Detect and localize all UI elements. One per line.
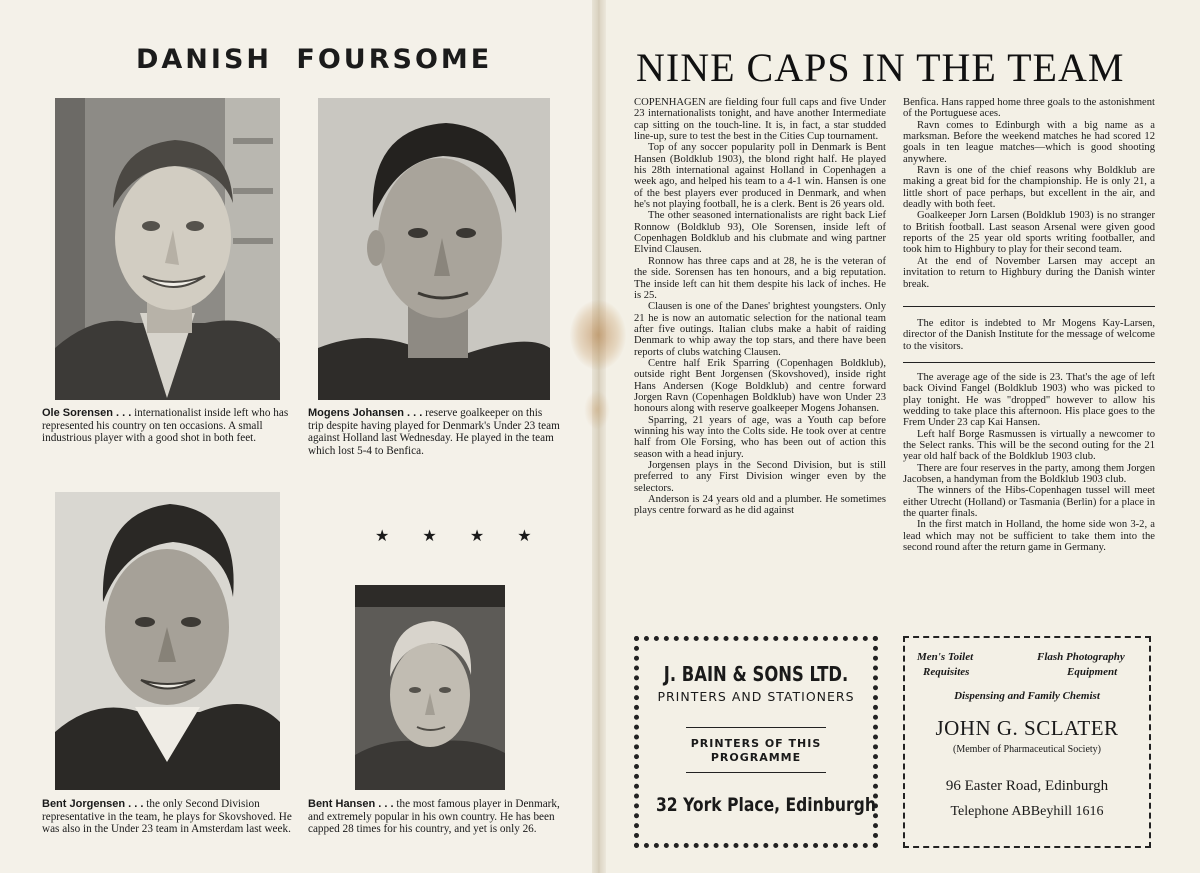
caption-bent-hansen xyxy=(308,798,562,836)
advert-chemist-address: 96 Easter Road, Edinburgh xyxy=(945,778,1109,794)
advert-subtitle: PRINTERS AND STATIONERS xyxy=(657,689,855,704)
caption-name: Mogens Johansen . . . xyxy=(308,407,423,419)
article-paragraph: Top of any soccer popularity poll in Denmark is Bent Hansen (Boldklub 1903), the blond right half. He played his 28th international against Holland in Copenhagen a week ago, and helped his team to a 4-1 win. Hansen is one of the best players ever produced in Denmark, and when he's not playing football, he is a clerk. Bent is 26 years old. xyxy=(634,142,886,211)
article-paragraph: The average age of the side is 23. That's the age of left back Oivind Fangel (Boldklub 1903) who was picked to play tonight. He was "dropped" however to allow his wedding to take place this afternoon. His place goes to the Frem Under 23 cap Kai Hansen. xyxy=(903,372,1155,429)
caption-text: internationalist inside left who has represented his country on ten occasions. A small industrious player with a good shot in both feet. xyxy=(42,407,289,445)
article-paragraph: Clausen is one of the Danes' brightest youngsters. Only 21 he is now an automatic selection for the national team after five outings. Italian clubs make a habit of raiding Denmark to whip away the top stars, and there have been reports of clubs watching Clausen. xyxy=(634,301,886,358)
photo-bent-hansen xyxy=(355,585,505,790)
caption-mogens-johansen xyxy=(308,407,560,457)
editor-note xyxy=(903,318,1155,352)
advert-chemist-name: JOHN G. SCLATER xyxy=(935,716,1119,740)
advert-rule xyxy=(686,772,826,773)
caption-name: Bent Jorgensen . . . xyxy=(42,798,144,810)
advert-j-bain-sons xyxy=(634,636,878,848)
caption-name: Bent Hansen . . . xyxy=(308,798,394,810)
advert-company-name: J. BAIN & SONS LTD. xyxy=(663,662,849,686)
caption-name: Ole Sorensen . . . xyxy=(42,407,132,419)
photo-bent-jorgensen xyxy=(55,492,280,790)
article-column-2 xyxy=(903,97,1155,290)
article-paragraph: The editor is indebted to Mr Mogens Kay-Larsen, director of the Danish Institute for the message of welcome to the visitors. xyxy=(903,318,1155,352)
caption-text: the only Second Division representative in the team, he plays for Skovshoved. He was also in the Under 23 team in Amsterdam last week. xyxy=(42,798,292,836)
advert-rule xyxy=(686,727,826,728)
advert-member-note: (Member of Pharmaceutical Society) xyxy=(953,744,1101,755)
page-fold xyxy=(592,0,606,873)
column-rule xyxy=(903,306,1155,307)
caption-text: the most famous player in Denmark, and extremely popular in his own country. He has been capped 28 times for his country, and yet is only 26. xyxy=(308,798,560,836)
article-paragraph: COPENHAGEN are fielding four full caps and five Under 23 internationalists tonight, and have another Intermediate cap sitting on the touch-line. It is, in fact, a star studded line-up, sure to test the best in the Cities Cup tournament. xyxy=(634,97,886,143)
article-paragraph: Goalkeeper Jorn Larsen (Boldklub 1903) is no stranger to British football. Last season Arsenal were given good reports of the 25 year old sports writing footballer, and took him to Highbury to play for their second team. xyxy=(903,210,1155,256)
left-page-title: DANISH FOURSOME xyxy=(136,44,493,75)
photo-mogens-johansen xyxy=(318,98,550,400)
stain-mark xyxy=(570,300,626,370)
article-paragraph: Ravn is one of the chief reasons why Boldklub are making a great bid for the championship. He is only 21, a little short of pace perhaps, but excellent in the air, and deadly with both feet. xyxy=(903,165,1155,211)
caption-bent-jorgensen xyxy=(42,798,292,836)
article-paragraph: Ravn comes to Edinburgh with a big name as a marksman. Before the weekend matches he had scored 12 goals in ten league matches—which is good shooting anywhere. xyxy=(903,119,1155,165)
advert-john-g-sclater xyxy=(903,636,1151,848)
advert-left-line-2: Requisites xyxy=(923,666,970,678)
article-paragraph: The winners of the Hibs-Copenhagen tussel will meet either Utrecht (Holland) or Tasmania (Berlin) for a place in the quarter finals. xyxy=(903,485,1155,520)
column-rule xyxy=(903,362,1155,363)
advert-note-line-2: PROGRAMME xyxy=(710,751,802,764)
article-column-2b xyxy=(903,372,1155,554)
advert-right-line-2: Equipment xyxy=(1067,666,1118,678)
star-divider: ★ ★ ★ ★ xyxy=(375,526,546,545)
advert-right-line-1: Flash Photography xyxy=(1037,651,1125,663)
article-paragraph: Jorgensen plays in the Second Division, but is still preferred to any First Division winger even by the selectors. xyxy=(634,460,886,494)
article-paragraph: Ronnow has three caps and at 28, he is the veteran of the side. Sorensen has ten honours, and a big reputation. The inside left can hit them despite his lack of inches. He is 25. xyxy=(634,255,886,301)
article-paragraph: The other seasoned internationalists are right back Lief Ronnow (Boldklub 93), Ole Sorensen, inside left of Copenhagen Boldklub and his clubmate and wing partner Elvind Clausen. xyxy=(634,210,886,256)
article-paragraph: Anderson is 24 years old and a plumber. He sometimes plays centre forward as he did against xyxy=(634,494,886,517)
caption-ole-sorensen xyxy=(42,407,290,445)
advert-note-line-1: PRINTERS OF THIS xyxy=(690,737,822,750)
article-paragraph: At the end of November Larsen may accept an invitation to return to Highbury during the Danish winter break. xyxy=(903,255,1155,290)
advert-service-line: Dispensing and Family Chemist xyxy=(954,690,1100,702)
article-paragraph: There are four reserves in the party, among them Jorgen Jacobsen, a handyman from the Boldklub 1903 club. xyxy=(903,462,1155,486)
caption-text: reserve goalkeeper on this trip despite having played for Denmark's Under 23 team against Holland last Wednesday. He played in the team which lost 5-4 to Benfica. xyxy=(308,407,560,457)
photo-ole-sorensen xyxy=(55,98,280,400)
stain-mark-small xyxy=(584,390,610,430)
article-column-1 xyxy=(634,97,886,517)
right-page-title: NINE CAPS IN THE TEAM xyxy=(636,45,1125,90)
advert-telephone: Telephone ABBeyhill 1616 xyxy=(950,804,1104,819)
article-paragraph: In the first match in Holland, the home side won 3-2, a lead which may not be sufficient to take them into the second round after the return game in Germany. xyxy=(903,519,1155,554)
article-paragraph: Left half Borge Rasmussen is virtually a newcomer to the Select ranks. This will be the second outing for the 21 year old half back of the Boldklub 1903 club. xyxy=(903,428,1155,463)
advert-address: 32 York Place, Edinburgh xyxy=(655,794,876,816)
article-paragraph: Benfica. Hans rapped home three goals to the astonishment of the Portuguese aces. xyxy=(903,97,1155,120)
article-paragraph: Sparring, 21 years of age, was a Youth cap before winning his way into the Colts side. He took over at centre half from Ole Forsing, who has been out of action this season with a head injury. xyxy=(634,414,886,460)
advert-left-line-1: Men's Toilet xyxy=(917,651,974,663)
article-paragraph: Centre half Erik Sparring (Copenhagen Boldklub), outside right Bent Jorgensen (Skovshoved), inside right Hans Andersen (Koge Boldklub) and centre forward Jorgen Ravn (Copenhagen Boldklub) have won Under 23 honours along with reserve goalkeeper Mogens Johansen. xyxy=(634,357,886,415)
